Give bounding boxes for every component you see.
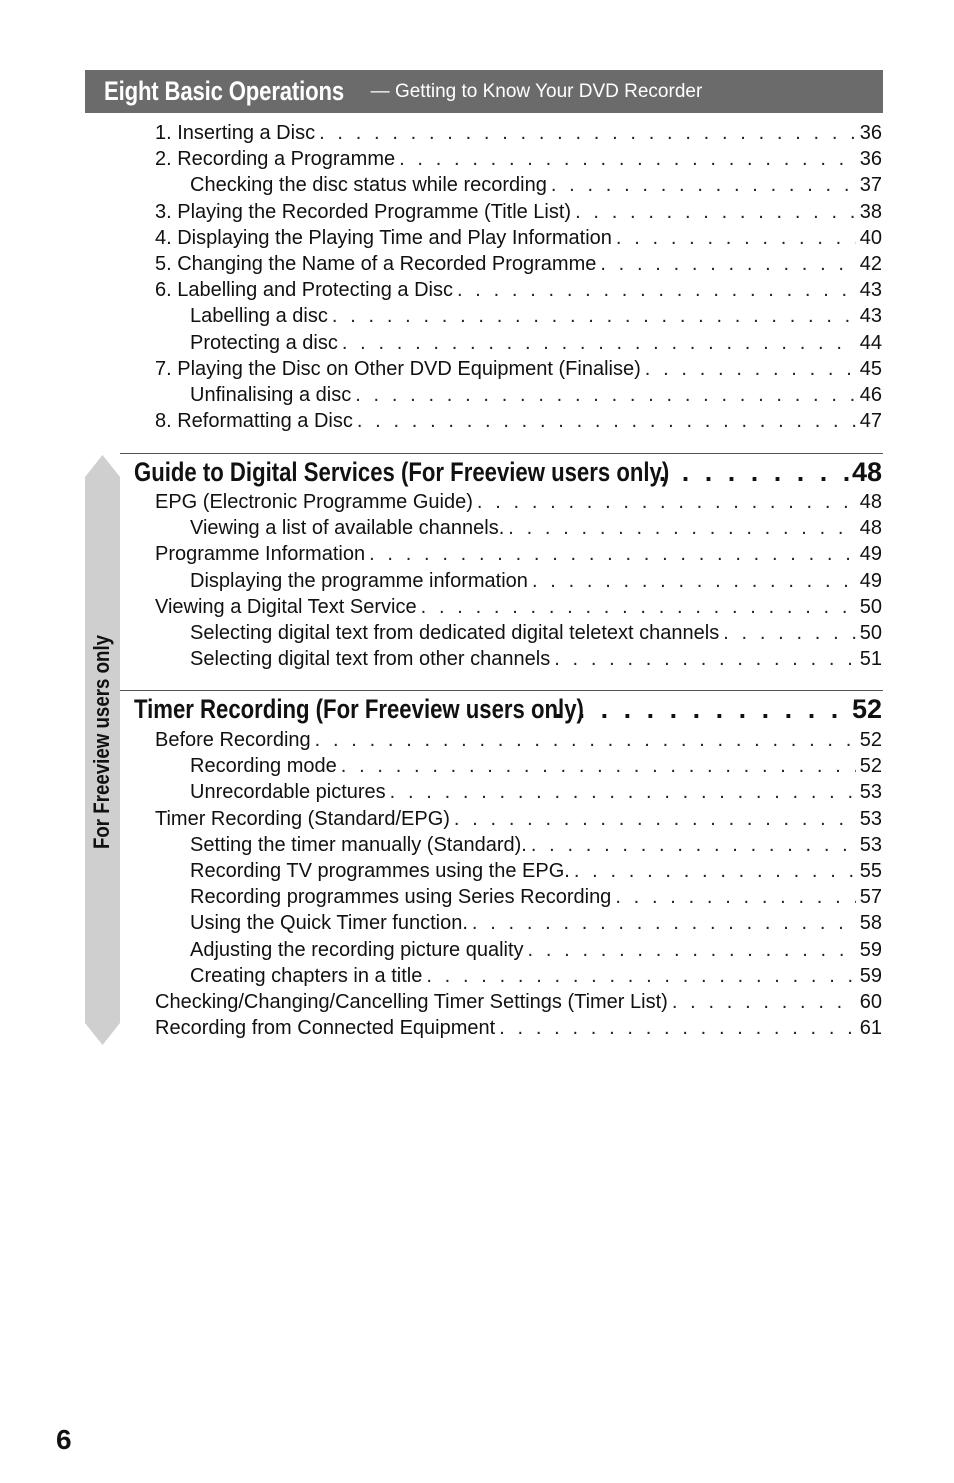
entry-title: 2. Recording a Programme bbox=[155, 148, 396, 171]
entry-title: Programme Information bbox=[155, 543, 366, 566]
entry-page: 58 bbox=[859, 912, 882, 935]
entry-title: Unrecordable pictures bbox=[190, 781, 386, 804]
section-header-band bbox=[85, 70, 883, 113]
entry-page: 37 bbox=[859, 174, 882, 197]
leader-dots bbox=[472, 910, 856, 936]
entry-page: 55 bbox=[859, 860, 882, 882]
leader-dots bbox=[551, 172, 856, 198]
entry-title: Protecting a disc bbox=[190, 331, 338, 354]
entry-page: 50 bbox=[859, 622, 882, 644]
toc-entry[interactable] bbox=[155, 408, 882, 434]
leader-dots bbox=[672, 989, 856, 1015]
toc-entry[interactable] bbox=[155, 356, 882, 382]
leader-dots bbox=[332, 303, 856, 329]
toc-entry[interactable] bbox=[190, 303, 882, 329]
entry-title: 6. Labelling and Protecting a Disc bbox=[155, 279, 453, 302]
leader-dots bbox=[399, 146, 856, 172]
toc-heading-digital-services[interactable] bbox=[134, 455, 882, 489]
entry-page: 36 bbox=[859, 148, 882, 171]
heading-text: Timer Recording (For Freeview users only) bbox=[134, 694, 584, 724]
entry-title: Before Recording bbox=[155, 729, 311, 751]
entry-title: Displaying the programme information bbox=[190, 569, 528, 592]
entry-page: 51 bbox=[859, 648, 882, 671]
entry-page: 59 bbox=[859, 964, 882, 987]
entry-title: 3. Playing the Recorded Programme (Title List) bbox=[155, 200, 572, 223]
leader-dots bbox=[555, 692, 850, 726]
section-title: Eight Basic Operations bbox=[104, 76, 344, 106]
entry-title: 4. Displaying the Playing Time and Play Information bbox=[155, 226, 612, 249]
entry-title: Selecting digital text from other channels bbox=[190, 648, 551, 671]
leader-dots bbox=[454, 806, 856, 832]
toc-entry[interactable] bbox=[155, 199, 882, 225]
toc-entry[interactable] bbox=[190, 172, 882, 198]
toc-entry[interactable] bbox=[190, 330, 882, 356]
leader-dots bbox=[457, 277, 856, 303]
entry-title: Viewing a list of available channels. bbox=[190, 517, 505, 540]
entry-page: 36 bbox=[859, 122, 882, 144]
toc-entry[interactable] bbox=[155, 594, 882, 620]
entry-page: 59 bbox=[859, 938, 882, 961]
entry-page: 50 bbox=[859, 595, 882, 618]
leader-dots bbox=[369, 541, 856, 567]
entry-title: Recording from Connected Equipment bbox=[155, 1017, 496, 1040]
toc-entry[interactable] bbox=[190, 884, 882, 910]
leader-dots bbox=[315, 727, 856, 753]
toc-entry[interactable] bbox=[155, 120, 882, 146]
entry-title: Setting the timer manually (Standard). bbox=[190, 833, 527, 856]
entry-title: Labelling a disc bbox=[190, 305, 328, 328]
entry-title: 5. Changing the Name of a Recorded Programme bbox=[155, 253, 597, 275]
entry-title: Using the Quick Timer function. bbox=[190, 912, 468, 935]
entry-page: 52 bbox=[859, 755, 882, 778]
entry-page: 40 bbox=[859, 226, 882, 249]
leader-dots bbox=[574, 858, 856, 884]
toc-entry[interactable] bbox=[190, 963, 882, 989]
entry-title: Recording TV programmes using the EPG. bbox=[190, 860, 570, 882]
leader-dots bbox=[616, 225, 856, 251]
toc-entry[interactable] bbox=[190, 620, 882, 646]
entry-page: 61 bbox=[859, 1017, 882, 1040]
entry-page: 44 bbox=[859, 331, 882, 354]
toc-entry[interactable] bbox=[190, 382, 882, 408]
leader-dots bbox=[528, 937, 856, 963]
toc-entry[interactable] bbox=[190, 910, 882, 936]
entry-page: 43 bbox=[859, 279, 882, 302]
leader-dots bbox=[421, 594, 856, 620]
toc-entry[interactable] bbox=[190, 646, 882, 672]
entry-page: 48 bbox=[859, 517, 882, 540]
entry-title: Recording programmes using Series Recording bbox=[190, 886, 612, 909]
entry-title: Creating chapters in a title bbox=[190, 964, 423, 987]
toc-entry[interactable] bbox=[155, 251, 882, 277]
entry-page: 42 bbox=[859, 253, 882, 275]
entry-page: 53 bbox=[859, 781, 882, 804]
entry-title: Viewing a Digital Text Service bbox=[155, 595, 417, 618]
heading-page: 48 bbox=[851, 457, 882, 487]
entry-page: 52 bbox=[859, 729, 882, 751]
entry-page: 45 bbox=[859, 357, 882, 380]
leader-dots bbox=[477, 489, 856, 515]
entry-title: 1. Inserting a Disc bbox=[155, 122, 316, 144]
entry-page: 57 bbox=[859, 886, 882, 909]
leader-dots bbox=[319, 120, 856, 146]
entry-page: 49 bbox=[859, 543, 882, 566]
entry-title: EPG (Electronic Programme Guide) bbox=[155, 491, 473, 513]
leader-dots bbox=[575, 199, 856, 225]
heading-page: 52 bbox=[851, 694, 882, 724]
toc-entry[interactable] bbox=[190, 832, 882, 858]
entry-title: Unfinalising a disc bbox=[190, 384, 352, 406]
entry-title: 8. Reformatting a Disc bbox=[155, 410, 353, 433]
entry-title: 7. Playing the Disc on Other DVD Equipment (Finalise) bbox=[155, 357, 641, 380]
entry-title: Selecting digital text from dedicated digital teletext channels bbox=[190, 622, 720, 644]
entry-title: Recording mode bbox=[190, 755, 337, 778]
toc-entry[interactable] bbox=[155, 277, 882, 303]
entry-title: Adjusting the recording picture quality bbox=[190, 938, 524, 961]
entry-page: 46 bbox=[859, 384, 882, 406]
leader-dots bbox=[554, 646, 856, 672]
toc-entry[interactable] bbox=[155, 727, 882, 753]
section-divider bbox=[120, 690, 883, 691]
toc-entry[interactable] bbox=[190, 937, 882, 963]
leader-dots bbox=[357, 408, 856, 434]
leader-dots bbox=[723, 620, 856, 646]
entry-title: Checking/Changing/Cancelling Timer Settings (Timer List) bbox=[155, 991, 668, 1013]
leader-dots bbox=[341, 753, 856, 779]
entry-title: Checking the disc status while recording bbox=[190, 174, 547, 197]
toc-entry[interactable] bbox=[155, 806, 882, 832]
leader-dots bbox=[531, 832, 856, 858]
leader-dots bbox=[659, 455, 850, 489]
leader-dots bbox=[426, 963, 855, 989]
entry-page: 38 bbox=[859, 200, 882, 223]
entry-page: 60 bbox=[859, 991, 882, 1013]
leader-dots bbox=[615, 884, 855, 910]
entry-page: 43 bbox=[859, 305, 882, 328]
section-subtitle: — Getting to Know Your DVD Recorder bbox=[370, 80, 703, 102]
toc-entry[interactable] bbox=[190, 858, 882, 884]
leader-dots bbox=[600, 251, 855, 277]
toc-entry[interactable] bbox=[155, 225, 882, 251]
entry-page: 48 bbox=[859, 491, 882, 513]
section-divider bbox=[120, 453, 883, 454]
toc-entry[interactable] bbox=[155, 541, 882, 567]
leader-dots bbox=[508, 515, 855, 541]
toc-entry[interactable] bbox=[155, 146, 882, 172]
page-number: 6 bbox=[56, 1424, 72, 1455]
toc-entry[interactable] bbox=[155, 989, 882, 1015]
entry-page: 53 bbox=[859, 807, 882, 830]
toc-entry[interactable] bbox=[155, 1015, 882, 1041]
toc-entry[interactable] bbox=[190, 779, 882, 805]
leader-dots bbox=[342, 330, 856, 356]
leader-dots bbox=[499, 1015, 856, 1041]
toc-entry[interactable] bbox=[155, 489, 882, 515]
side-tab-label: For Freeview users only bbox=[89, 634, 114, 850]
toc-entry[interactable] bbox=[190, 515, 882, 541]
toc-heading-timer-recording[interactable] bbox=[134, 692, 882, 726]
entry-page: 47 bbox=[859, 410, 882, 433]
entry-page: 53 bbox=[859, 833, 882, 856]
toc-entry[interactable] bbox=[190, 753, 882, 779]
leader-dots bbox=[532, 568, 856, 594]
leader-dots bbox=[355, 382, 856, 408]
leader-dots bbox=[390, 779, 856, 805]
entry-page: 49 bbox=[859, 569, 882, 592]
entry-title: Timer Recording (Standard/EPG) bbox=[155, 807, 450, 830]
leader-dots bbox=[645, 356, 856, 382]
toc-entry[interactable] bbox=[190, 568, 882, 594]
heading-text: Guide to Digital Services (For Freeview users only) bbox=[134, 457, 670, 487]
